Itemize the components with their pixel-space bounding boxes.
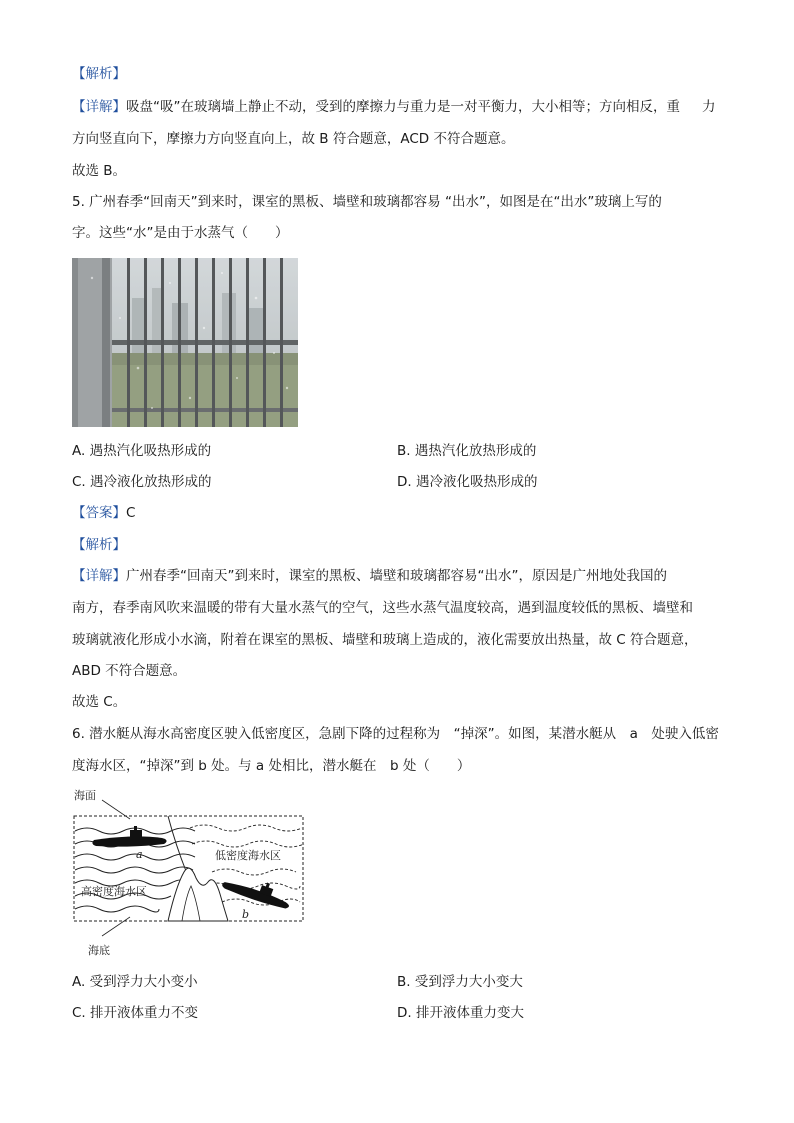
q6-option-b[interactable]: B. 受到浮力大小变大 (397, 974, 523, 990)
q5-answer-line (72, 503, 135, 523)
q6-option-c[interactable]: C. 排开液体重力不变 (72, 1005, 199, 1021)
q5-analysis-tag: 【解析】 (72, 537, 126, 553)
q4-conclusion: 故选 B。 (72, 163, 127, 179)
q5-detail-line-4: ABD 不符合题意。 (72, 663, 187, 679)
q5-answer: C (126, 505, 136, 521)
q6-stem-line-1: 6. 潜水艇从海水高密度区驶入低密度区，急剧下降的过程称为 “掉深”。如图，某潜水艇从 a 处驶入低密 (72, 726, 719, 742)
q5-detail-text-1: 广州春季“回南天”到来时，课室的黑板、墙壁和玻璃都容易“出水”，原因是广州地处我国的 (126, 568, 667, 584)
window-condensation-photo (72, 258, 298, 427)
q6-stem-line-2: 度海水区，“掉深”到 b 处。与 a 处相比，潜水艇在 b 处（ ） (72, 758, 471, 774)
q4-detail-tag: 【详解】 (72, 99, 126, 115)
label-a: a (136, 848, 143, 861)
q5-stem-line-2: 字。这些“水”是由于水蒸气（ ） (72, 225, 289, 241)
q5-option-d[interactable]: D. 遇冷液化吸热形成的 (397, 474, 538, 490)
q4-detail-line-2: 方向竖直向下，摩擦力方向竖直向上，故 B 符合题意，ACD 不符合题意。 (72, 131, 515, 147)
sea-surface-label: 海面 (74, 789, 96, 802)
high-density-label: 高密度海水区 (81, 885, 147, 898)
q5-detail-line-3: 玻璃就液化形成小水滴，附着在课室的黑板、墙壁和玻璃上造成的，液化需要放出热量，故 C 符合题意， (72, 632, 698, 648)
q5-detail-tag: 【详解】 (72, 568, 126, 584)
q5-option-c[interactable]: C. 遇冷液化放热形成的 (72, 474, 212, 490)
q6-option-a[interactable]: A. 受到浮力大小变小 (72, 974, 198, 990)
submarine-diagram (72, 786, 306, 958)
low-density-label: 低密度海水区 (215, 849, 281, 862)
label-b: b (242, 908, 250, 921)
q5-conclusion: 故选 C。 (72, 694, 127, 710)
sea-floor-label: 海底 (88, 944, 110, 957)
q5-detail-line-2: 南方，春季南风吹来温暖的带有大量水蒸气的空气，这些水蒸气温度较高，遇到温度较低的黑板、墙壁和 (72, 600, 693, 616)
q4-detail-line-1 (72, 97, 680, 117)
q5-option-a[interactable]: A. 遇热汽化吸热形成的 (72, 443, 212, 459)
q5-answer-tag: 【答案】 (72, 505, 126, 521)
q4-analysis-tag: 【解析】 (72, 66, 126, 82)
q5-option-b[interactable]: B. 遇热汽化放热形成的 (397, 443, 537, 459)
q5-detail-line-1 (72, 566, 667, 586)
q4-detail-text-1: 吸盘“吸”在玻璃墙上静止不动，受到的摩擦力与重力是一对平衡力，大小相等；方向相反，重 (126, 99, 680, 115)
q4-detail-line-1-end: 力 (702, 99, 716, 115)
q5-stem-line-1: 5. 广州春季“回南天”到来时，课室的黑板、墙壁和玻璃都容易 “出水”，如图是在“出水”玻璃上写的 (72, 194, 662, 210)
q6-option-d[interactable]: D. 排开液体重力变大 (397, 1005, 524, 1021)
